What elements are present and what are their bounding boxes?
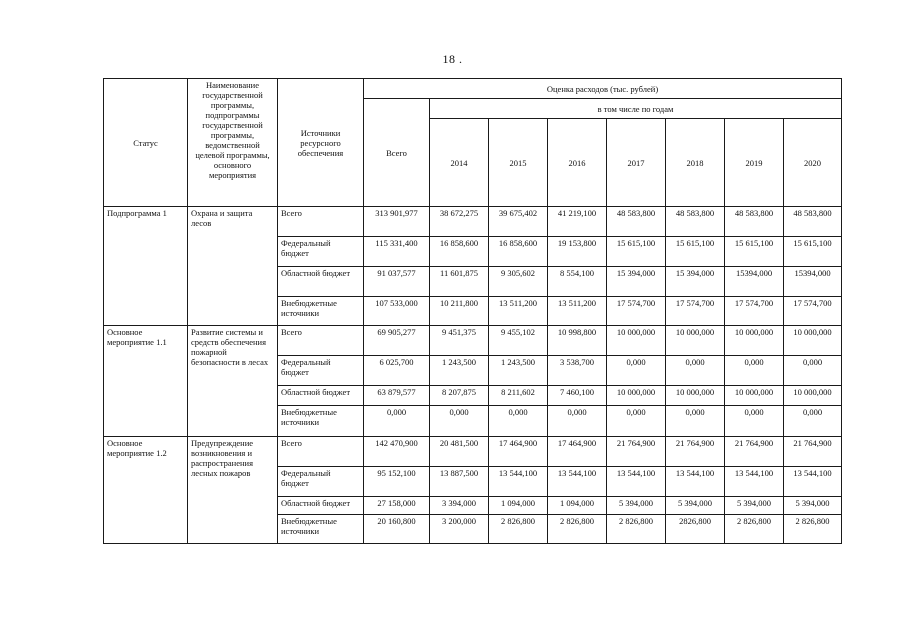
- value-year: 15394,000: [725, 267, 784, 297]
- value-year: 2826,800: [666, 515, 725, 544]
- value-year: 0,000: [784, 356, 842, 386]
- value-year: 0,000: [725, 406, 784, 437]
- value-year: 0,000: [666, 406, 725, 437]
- funding-source: Внебюджетные источники: [278, 297, 364, 326]
- funding-source: Областной бюджет: [278, 267, 364, 297]
- value-year: 17 464,900: [489, 437, 548, 467]
- section-name: Охрана и защита лесов: [188, 207, 278, 326]
- value-year: 13 544,100: [548, 467, 607, 497]
- value-year: 39 675,402: [489, 207, 548, 237]
- funding-source: Внебюджетные источники: [278, 406, 364, 437]
- value-year: 21 764,900: [725, 437, 784, 467]
- section-status: Основное мероприятие 1.1: [104, 326, 188, 437]
- value-year: 5 394,000: [725, 497, 784, 515]
- value-year: 16 858,600: [430, 237, 489, 267]
- value-year: 0,000: [784, 406, 842, 437]
- value-total: 27 158,000: [364, 497, 430, 515]
- value-year: 8 211,602: [489, 386, 548, 406]
- value-year: 20 481,500: [430, 437, 489, 467]
- value-year: 21 764,900: [607, 437, 666, 467]
- value-year: 15 394,000: [666, 267, 725, 297]
- value-year: 21 764,900: [784, 437, 842, 467]
- value-year: 0,000: [607, 356, 666, 386]
- value-total: 91 037,577: [364, 267, 430, 297]
- value-year: 19 153,800: [548, 237, 607, 267]
- header-year: 2017: [607, 119, 666, 207]
- value-year: 10 000,000: [607, 326, 666, 356]
- value-year: 13 887,500: [430, 467, 489, 497]
- value-year: 10 998,800: [548, 326, 607, 356]
- table-row: [104, 207, 842, 237]
- value-year: 0,000: [666, 356, 725, 386]
- value-total: 95 152,100: [364, 467, 430, 497]
- value-total: 69 905,277: [364, 326, 430, 356]
- funding-source: Федеральный бюджет: [278, 237, 364, 267]
- value-year: 9 455,102: [489, 326, 548, 356]
- header-year: 2016: [548, 119, 607, 207]
- section-status: Подпрограмма 1: [104, 207, 188, 326]
- value-year: 1 243,500: [489, 356, 548, 386]
- value-year: 48 583,800: [725, 207, 784, 237]
- value-year: 15 394,000: [607, 267, 666, 297]
- funding-source: Областной бюджет: [278, 386, 364, 406]
- value-total: 115 331,400: [364, 237, 430, 267]
- value-year: 17 464,900: [548, 437, 607, 467]
- funding-source: Внебюджетные источники: [278, 515, 364, 544]
- value-year: 3 538,700: [548, 356, 607, 386]
- header-year: 2020: [784, 119, 842, 207]
- value-year: 13 544,100: [666, 467, 725, 497]
- budget-table: [103, 78, 842, 544]
- value-year: 17 574,700: [666, 297, 725, 326]
- value-total: 20 160,800: [364, 515, 430, 544]
- value-year: 48 583,800: [784, 207, 842, 237]
- value-year: 17 574,700: [725, 297, 784, 326]
- value-year: 10 000,000: [725, 326, 784, 356]
- value-year: 10 000,000: [666, 326, 725, 356]
- value-year: 1 094,000: [548, 497, 607, 515]
- header-cost-estimate: Оценка расходов (тыс. рублей): [364, 79, 842, 99]
- value-year: 1 243,500: [430, 356, 489, 386]
- value-year: 0,000: [489, 406, 548, 437]
- value-year: 9 451,375: [430, 326, 489, 356]
- value-year: 11 601,875: [430, 267, 489, 297]
- value-year: 15 615,100: [666, 237, 725, 267]
- value-year: 48 583,800: [666, 207, 725, 237]
- value-year: 2 826,800: [548, 515, 607, 544]
- table-row: [104, 437, 842, 467]
- value-year: 16 858,600: [489, 237, 548, 267]
- value-year: 15 615,100: [725, 237, 784, 267]
- value-year: 48 583,800: [607, 207, 666, 237]
- value-year: 10 000,000: [666, 386, 725, 406]
- value-year: 9 305,602: [489, 267, 548, 297]
- value-year: 2 826,800: [489, 515, 548, 544]
- funding-source: Федеральный бюджет: [278, 356, 364, 386]
- header-sources: Источники ресурсного обеспечения: [278, 79, 364, 207]
- value-year: 8 207,875: [430, 386, 489, 406]
- value-year: 8 554,100: [548, 267, 607, 297]
- value-year: 3 394,000: [430, 497, 489, 515]
- value-year: 13 544,100: [725, 467, 784, 497]
- value-year: 10 000,000: [725, 386, 784, 406]
- funding-source: Всего: [278, 326, 364, 356]
- value-total: 107 533,000: [364, 297, 430, 326]
- value-year: 38 672,275: [430, 207, 489, 237]
- funding-source: Областной бюджет: [278, 497, 364, 515]
- value-year: 13 511,200: [548, 297, 607, 326]
- value-year: 13 544,100: [489, 467, 548, 497]
- page-number: 18 .: [442, 52, 463, 66]
- table-row: [104, 326, 842, 356]
- value-year: 13 544,100: [784, 467, 842, 497]
- value-year: 41 219,100: [548, 207, 607, 237]
- value-year: 15394,000: [784, 267, 842, 297]
- value-total: 0,000: [364, 406, 430, 437]
- value-year: 2 826,800: [607, 515, 666, 544]
- value-year: 13 544,100: [607, 467, 666, 497]
- value-year: 10 000,000: [607, 386, 666, 406]
- value-year: 10 000,000: [784, 326, 842, 356]
- value-year: 21 764,900: [666, 437, 725, 467]
- value-year: 17 574,700: [784, 297, 842, 326]
- value-year: 7 460,100: [548, 386, 607, 406]
- header-year: 2014: [430, 119, 489, 207]
- value-year: 5 394,000: [784, 497, 842, 515]
- value-total: 142 470,900: [364, 437, 430, 467]
- value-year: 10 000,000: [784, 386, 842, 406]
- value-year: 13 511,200: [489, 297, 548, 326]
- value-year: 0,000: [607, 406, 666, 437]
- funding-source: Всего: [278, 207, 364, 237]
- funding-source: Федеральный бюджет: [278, 467, 364, 497]
- value-year: 17 574,700: [607, 297, 666, 326]
- header-status: Статус: [104, 79, 188, 207]
- value-year: 1 094,000: [489, 497, 548, 515]
- value-year: 2 826,800: [784, 515, 842, 544]
- value-year: 5 394,000: [666, 497, 725, 515]
- funding-source: Всего: [278, 437, 364, 467]
- value-year: 0,000: [430, 406, 489, 437]
- header-year: 2019: [725, 119, 784, 207]
- section-status: Основное мероприятие 1.2: [104, 437, 188, 544]
- header-year: 2015: [489, 119, 548, 207]
- value-total: 63 879,577: [364, 386, 430, 406]
- section-name: Развитие системы и средств обеспечения пожарной безопасности в лесах: [188, 326, 278, 437]
- value-year: 2 826,800: [725, 515, 784, 544]
- value-year: 3 200,000: [430, 515, 489, 544]
- value-year: 10 211,800: [430, 297, 489, 326]
- value-year: 15 615,100: [784, 237, 842, 267]
- value-year: 0,000: [548, 406, 607, 437]
- value-year: 0,000: [725, 356, 784, 386]
- value-year: 5 394,000: [607, 497, 666, 515]
- section-name: Предупреждение возникновения и распространения лесных пожаров: [188, 437, 278, 544]
- header-by-years: в том числе по годам: [430, 99, 842, 119]
- value-year: 15 615,100: [607, 237, 666, 267]
- header-program-name: Наименование государственной программы, подпрограммы государственной программы, ведомственной целевой программы, основного мероприятия: [188, 79, 278, 207]
- value-total: 313 901,977: [364, 207, 430, 237]
- value-total: 6 025,700: [364, 356, 430, 386]
- header-total: Всего: [364, 99, 430, 207]
- header-year: 2018: [666, 119, 725, 207]
